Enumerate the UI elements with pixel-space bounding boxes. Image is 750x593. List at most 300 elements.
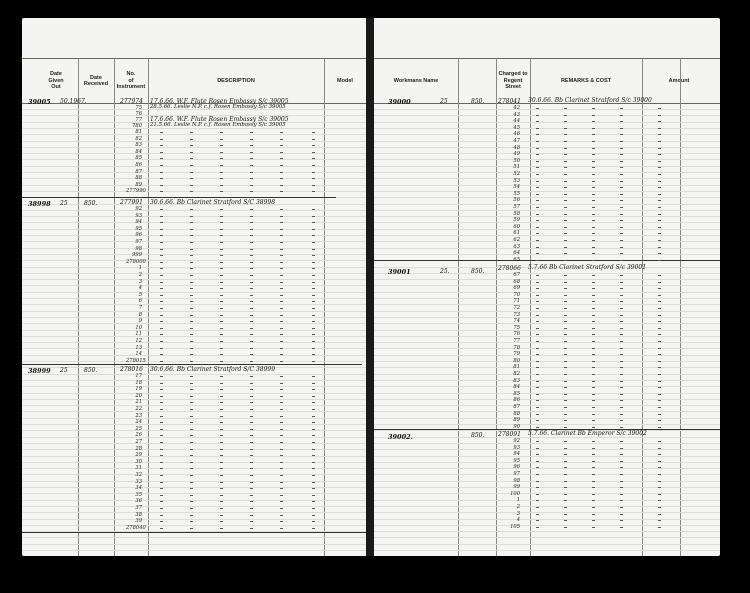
- ditto-mark: [312, 308, 315, 309]
- ditto-mark: [658, 474, 661, 475]
- ditto-mark: [190, 416, 193, 417]
- ditto-mark: [592, 115, 595, 116]
- ditto-mark: [190, 341, 193, 342]
- ditto-mark: [312, 416, 315, 417]
- ditto-mark: [280, 501, 283, 502]
- ditto-mark: [564, 474, 567, 475]
- ditto-mark: [160, 235, 163, 236]
- ditto-mark: [620, 181, 623, 182]
- ditto-mark: [160, 178, 163, 179]
- ditto-mark: [280, 301, 283, 302]
- ditto-mark: [592, 288, 595, 289]
- ditto-mark: [536, 134, 539, 135]
- ditto-mark: [658, 514, 661, 515]
- ditto-mark: [160, 132, 163, 133]
- ditto-mark: [658, 121, 661, 122]
- ruled-line: [22, 147, 366, 148]
- entry-description: 28.5.66. Leslie N.P. c.f. Rosen Embassy S/c 39005: [150, 104, 286, 110]
- entry-separator: [22, 532, 366, 533]
- ditto-mark: [280, 222, 283, 223]
- ditto-mark: [564, 487, 567, 488]
- instrument-number: 18: [135, 379, 142, 386]
- ditto-mark: [564, 427, 567, 428]
- ditto-mark: [592, 407, 595, 408]
- ditto-mark: [658, 354, 661, 355]
- ditto-mark: [620, 260, 623, 261]
- header-amount: Amount: [668, 77, 690, 84]
- ruled-line: [374, 468, 720, 469]
- ditto-mark: [312, 328, 315, 329]
- ditto-mark: [250, 222, 253, 223]
- ditto-mark: [536, 474, 539, 475]
- ditto-mark: [220, 275, 223, 276]
- ruled-line: [374, 254, 720, 255]
- ditto-mark: [658, 167, 661, 168]
- ditto-mark: [592, 194, 595, 195]
- instrument-number: 63: [513, 243, 520, 250]
- ditto-mark: [592, 448, 595, 449]
- ditto-mark: [250, 402, 253, 403]
- ditto-mark: [190, 449, 193, 450]
- instrument-number: 70: [513, 291, 520, 298]
- ditto-mark: [592, 321, 595, 322]
- ditto-mark: [220, 422, 223, 423]
- ditto-mark: [190, 348, 193, 349]
- ditto-mark: [190, 409, 193, 410]
- ditto-mark: [160, 482, 163, 483]
- ditto-mark: [190, 482, 193, 483]
- ditto-mark: [250, 185, 253, 186]
- ditto-mark: [220, 455, 223, 456]
- ditto-mark: [658, 381, 661, 382]
- ditto-mark: [592, 240, 595, 241]
- ditto-mark: [160, 348, 163, 349]
- ditto-mark: [592, 247, 595, 248]
- ditto-mark: [312, 402, 315, 403]
- ditto-mark: [250, 235, 253, 236]
- ditto-mark: [190, 158, 193, 159]
- instrument-number: 5: [138, 291, 142, 298]
- ditto-mark: [564, 233, 567, 234]
- ditto-mark: [190, 262, 193, 263]
- entry-received: 25: [60, 200, 68, 207]
- ditto-mark: [160, 376, 163, 377]
- ditto-mark: [160, 249, 163, 250]
- ditto-mark: [536, 227, 539, 228]
- ditto-mark: [658, 420, 661, 421]
- ditto-mark: [280, 416, 283, 417]
- ditto-mark: [536, 247, 539, 248]
- ditto-mark: [190, 468, 193, 469]
- instrument-number: 92: [135, 206, 142, 212]
- ditto-mark: [190, 515, 193, 516]
- ditto-mark: [658, 461, 661, 462]
- ditto-mark: [592, 487, 595, 488]
- ditto-mark: [312, 295, 315, 296]
- ditto-mark: [160, 242, 163, 243]
- ditto-mark: [536, 321, 539, 322]
- ditto-mark: [658, 141, 661, 142]
- ditto-mark: [220, 321, 223, 322]
- ditto-mark: [250, 409, 253, 410]
- ditto-mark: [250, 321, 253, 322]
- ditto-mark: [220, 165, 223, 166]
- ditto-mark: [312, 178, 315, 179]
- ditto-mark: [592, 275, 595, 276]
- ditto-mark: [564, 354, 567, 355]
- ditto-mark: [280, 508, 283, 509]
- ditto-mark: [250, 376, 253, 377]
- ditto-mark: [190, 354, 193, 355]
- ruled-line: [374, 342, 720, 343]
- ditto-mark: [536, 341, 539, 342]
- ditto-mark: [564, 341, 567, 342]
- ditto-mark: [280, 178, 283, 179]
- ditto-mark: [160, 449, 163, 450]
- ditto-mark: [312, 209, 315, 210]
- instrument-number: 84: [135, 148, 142, 155]
- ditto-mark: [658, 240, 661, 241]
- ditto-mark: [160, 402, 163, 403]
- instrument-number: 82: [135, 135, 142, 142]
- ditto-mark: [312, 475, 315, 476]
- ruled-line: [22, 292, 366, 293]
- ditto-mark: [592, 467, 595, 468]
- instrument-number: 19: [135, 386, 142, 393]
- ditto-mark: [536, 441, 539, 442]
- ditto-mark: [592, 494, 595, 495]
- ditto-mark: [250, 334, 253, 335]
- ditto-mark: [620, 233, 623, 234]
- ditto-mark: [190, 455, 193, 456]
- ditto-mark: [160, 222, 163, 223]
- ditto-mark: [564, 527, 567, 528]
- ditto-mark: [620, 387, 623, 388]
- instrument-number: 72: [513, 305, 520, 311]
- ditto-mark: [658, 148, 661, 149]
- ruled-line: [22, 525, 366, 526]
- ditto-mark: [280, 468, 283, 469]
- ditto-mark: [312, 462, 315, 463]
- ruled-line: [374, 222, 720, 223]
- ditto-mark: [250, 262, 253, 263]
- ditto-mark: [312, 288, 315, 289]
- entry-received: 50.1967.: [60, 98, 87, 105]
- ditto-mark: [312, 482, 315, 483]
- instrument-number: 94: [513, 451, 520, 458]
- entry-quantity: 850.: [471, 268, 485, 275]
- ditto-mark: [564, 220, 567, 221]
- ditto-mark: [250, 528, 253, 529]
- instrument-number: 23: [135, 412, 142, 419]
- ditto-mark: [658, 315, 661, 316]
- ditto-mark: [592, 474, 595, 475]
- ditto-mark: [564, 448, 567, 449]
- instrument-number: 82: [513, 371, 520, 377]
- ditto-mark: [620, 115, 623, 116]
- ditto-mark: [592, 514, 595, 515]
- ditto-mark: [312, 216, 315, 217]
- ditto-mark: [312, 468, 315, 469]
- ditto-mark: [658, 134, 661, 135]
- ditto-mark: [190, 328, 193, 329]
- ruled-line: [22, 405, 366, 406]
- ditto-mark: [658, 400, 661, 401]
- ditto-mark: [312, 435, 315, 436]
- ditto-mark: [280, 209, 283, 210]
- ditto-mark: [620, 207, 623, 208]
- ditto-mark: [220, 429, 223, 430]
- ditto-mark: [592, 214, 595, 215]
- ditto-mark: [620, 154, 623, 155]
- ditto-mark: [536, 487, 539, 488]
- ditto-mark: [658, 321, 661, 322]
- ditto-mark: [190, 275, 193, 276]
- ditto-mark: [536, 354, 539, 355]
- ruled-line: [22, 298, 366, 299]
- ditto-mark: [190, 376, 193, 377]
- ditto-mark: [190, 242, 193, 243]
- entry-instrument-no: 278066: [498, 265, 521, 272]
- ditto-mark: [564, 174, 567, 175]
- ditto-mark: [564, 167, 567, 168]
- instrument-number: 89: [135, 181, 142, 188]
- ditto-mark: [536, 108, 539, 109]
- ruled-line: [22, 267, 366, 268]
- ruled-line: [374, 122, 720, 123]
- ditto-mark: [592, 148, 595, 149]
- ditto-mark: [620, 341, 623, 342]
- ruled-line: [22, 430, 366, 431]
- ruled-line: [22, 544, 366, 545]
- ditto-mark: [190, 315, 193, 316]
- ditto-mark: [160, 282, 163, 283]
- ruled-line: [22, 330, 366, 331]
- ruled-line: [374, 298, 720, 299]
- ruled-line: [374, 210, 720, 211]
- ditto-mark: [592, 454, 595, 455]
- entry-remarks: 5.7.66. Clarinet Bb Emperor S/c 39002: [528, 430, 647, 437]
- ditto-mark: [620, 174, 623, 175]
- ditto-mark: [658, 500, 661, 501]
- ditto-mark: [280, 402, 283, 403]
- ditto-mark: [620, 108, 623, 109]
- ruled-line: [22, 336, 366, 337]
- ditto-mark: [250, 429, 253, 430]
- ditto-mark: [190, 528, 193, 529]
- entry-remarks: 30.6.66. Bb Clarinet Stratford S/c 39000: [528, 97, 652, 104]
- ditto-mark: [312, 455, 315, 456]
- ruled-line: [374, 323, 720, 324]
- instrument-number: 20: [135, 392, 142, 399]
- ditto-mark: [312, 222, 315, 223]
- ditto-mark: [220, 482, 223, 483]
- ditto-mark: [190, 185, 193, 186]
- instrument-number: 3: [516, 510, 520, 517]
- ditto-mark: [160, 361, 163, 362]
- ditto-mark: [250, 354, 253, 355]
- ruled-line: [22, 386, 366, 387]
- ditto-mark: [620, 454, 623, 455]
- ditto-mark: [280, 255, 283, 256]
- instrument-number: 67: [513, 272, 520, 278]
- ditto-mark: [564, 253, 567, 254]
- ditto-mark: [592, 420, 595, 421]
- instrument-number: 97: [513, 471, 520, 477]
- ruled-line: [22, 128, 366, 129]
- ditto-mark: [280, 495, 283, 496]
- instrument-number: 30: [135, 458, 142, 465]
- ditto-mark: [658, 414, 661, 415]
- ruled-line: [374, 361, 720, 362]
- instrument-number: 34: [135, 485, 142, 492]
- instrument-number: 68: [513, 278, 520, 285]
- ditto-mark: [220, 409, 223, 410]
- ditto-mark: [536, 361, 539, 362]
- ditto-mark: [280, 475, 283, 476]
- instrument-number: 83: [513, 377, 520, 384]
- ditto-mark: [536, 220, 539, 221]
- ditto-mark: [220, 334, 223, 335]
- entry-description: 17.6.66. W.F. Flute Rosen Embassy S/c 39005: [150, 116, 289, 123]
- ditto-mark: [592, 301, 595, 302]
- header-date-given-out: Date Given Out: [48, 71, 64, 91]
- ditto-mark: [312, 235, 315, 236]
- ditto-mark: [620, 354, 623, 355]
- ruled-line: [374, 456, 720, 457]
- ditto-mark: [620, 167, 623, 168]
- entry-given-out: 38999: [28, 367, 51, 375]
- ditto-mark: [190, 301, 193, 302]
- ditto-mark: [190, 334, 193, 335]
- ditto-mark: [312, 185, 315, 186]
- ditto-mark: [592, 227, 595, 228]
- instrument-number: 2: [516, 504, 520, 510]
- ruled-line: [374, 229, 720, 230]
- ditto-mark: [160, 275, 163, 276]
- instrument-number: 4: [138, 285, 142, 292]
- ditto-mark: [160, 462, 163, 463]
- ditto-mark: [250, 455, 253, 456]
- ditto-mark: [536, 520, 539, 521]
- ditto-mark: [620, 240, 623, 241]
- instrument-number: 10: [135, 324, 142, 331]
- ditto-mark: [190, 145, 193, 146]
- ditto-mark: [220, 389, 223, 390]
- instrument-number: 100: [510, 490, 520, 497]
- ditto-mark: [564, 387, 567, 388]
- ditto-mark: [250, 341, 253, 342]
- ditto-mark: [160, 255, 163, 256]
- ditto-mark: [592, 507, 595, 508]
- ditto-mark: [250, 152, 253, 153]
- ditto-mark: [536, 394, 539, 395]
- ditto-mark: [220, 361, 223, 362]
- ditto-mark: [190, 132, 193, 133]
- ruled-line: [374, 147, 720, 148]
- ditto-mark: [220, 383, 223, 384]
- ditto-mark: [536, 381, 539, 382]
- ditto-mark: [220, 354, 223, 355]
- ruled-line: [22, 437, 366, 438]
- ditto-mark: [658, 181, 661, 182]
- instrument-number: 35: [135, 491, 142, 498]
- ditto-mark: [564, 514, 567, 515]
- ditto-mark: [658, 115, 661, 116]
- ditto-mark: [620, 282, 623, 283]
- ditto-mark: [250, 209, 253, 210]
- ditto-mark: [220, 235, 223, 236]
- ruled-line: [374, 512, 720, 513]
- instrument-number: 52: [513, 171, 520, 177]
- ditto-mark: [536, 454, 539, 455]
- ditto-mark: [160, 315, 163, 316]
- ruled-line: [374, 405, 720, 406]
- entry-given-out: 39005: [28, 98, 51, 106]
- ruled-line: [22, 273, 366, 274]
- ditto-mark: [564, 367, 567, 368]
- ditto-mark: [250, 268, 253, 269]
- ruled-line: [374, 134, 720, 135]
- ditto-mark: [620, 461, 623, 462]
- ditto-mark: [280, 348, 283, 349]
- instrument-number: 36: [135, 498, 142, 505]
- ditto-mark: [658, 328, 661, 329]
- instrument-number: 11: [135, 331, 142, 338]
- ditto-mark: [620, 361, 623, 362]
- instrument-number: 93: [513, 444, 520, 451]
- ditto-mark: [592, 461, 595, 462]
- ditto-mark: [592, 128, 595, 129]
- instrument-number: 99: [513, 484, 520, 491]
- ditto-mark: [250, 396, 253, 397]
- ditto-mark: [620, 400, 623, 401]
- entry-instrument-no: 277974: [120, 98, 143, 105]
- ruled-line: [22, 411, 366, 412]
- ditto-mark: [312, 334, 315, 335]
- ditto-mark: [658, 194, 661, 195]
- ditto-mark: [620, 407, 623, 408]
- ditto-mark: [564, 141, 567, 142]
- instrument-number: 80: [513, 357, 520, 364]
- ditto-mark: [620, 187, 623, 188]
- ditto-mark: [280, 396, 283, 397]
- ditto-mark: [280, 165, 283, 166]
- ditto-mark: [160, 495, 163, 496]
- ditto-mark: [250, 435, 253, 436]
- ditto-mark: [592, 520, 595, 521]
- ditto-mark: [620, 381, 623, 382]
- ditto-mark: [280, 152, 283, 153]
- ditto-mark: [536, 500, 539, 501]
- ditto-mark: [592, 154, 595, 155]
- instrument-number: 45: [513, 124, 520, 131]
- ruled-line: [22, 418, 366, 419]
- ditto-mark: [280, 308, 283, 309]
- ditto-mark: [592, 134, 595, 135]
- ditto-mark: [160, 455, 163, 456]
- ditto-mark: [312, 409, 315, 410]
- entry-instrument-no: 780: [132, 123, 142, 129]
- entry-instrument-no: 76: [135, 111, 142, 117]
- ditto-mark: [250, 328, 253, 329]
- ruled-line: [374, 304, 720, 305]
- ditto-mark: [220, 495, 223, 496]
- ditto-mark: [592, 220, 595, 221]
- ditto-mark: [160, 468, 163, 469]
- instrument-number: 93: [135, 212, 142, 219]
- ditto-mark: [536, 233, 539, 234]
